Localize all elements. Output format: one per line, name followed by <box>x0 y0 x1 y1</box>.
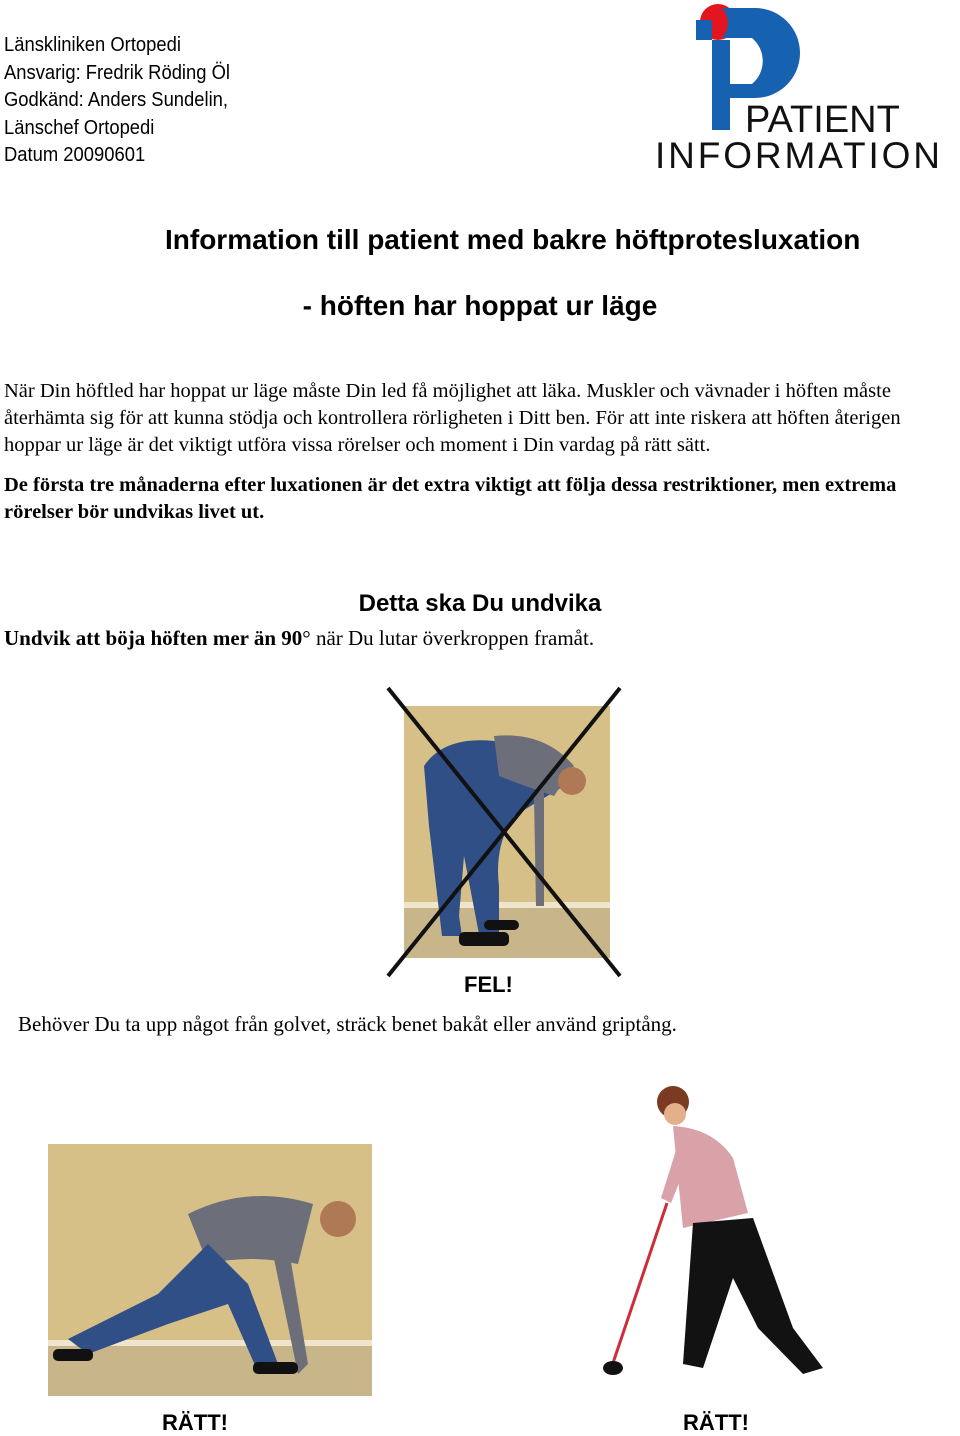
correct-label-2: RÄTT! <box>683 1410 749 1435</box>
page-title: Information till patient med bakre höftprotesluxation <box>165 224 861 255</box>
logo-line1: PATIENT <box>745 99 900 141</box>
intro-paragraph: När Din höftled har hoppat ur läge måste Din led få möjlighet att läka. Muskler och vävnader i höften måste återhämta sig för att kunna stödja och kontrollera rörligheten i Ditt ben. För att inte riskera att höften återigen hoppar ur läge är det viktigt utföra vissa rörelser och moment i Din vardag på rätt sätt. <box>4 380 901 456</box>
page-subtitle: - höften har hoppat ur läge <box>302 290 658 321</box>
approved-by: Godkänd: Anders Sundelin, <box>4 89 229 112</box>
clinic-name: Länskliniken Ortopedi <box>4 34 181 56</box>
patient-information-logo <box>650 0 950 175</box>
rule-text <box>4 626 594 651</box>
correct-label-1: RÄTT! <box>162 1410 228 1435</box>
advice-text: Behöver Du ta upp något från golvet, sträck benet bakåt eller använd griptång. <box>18 1012 677 1036</box>
logo-line2: INFORMATION <box>655 135 940 175</box>
section-heading: Detta ska Du undvika <box>358 590 602 617</box>
restriction-paragraph: De första tre månaderna efter luxationen är det extra viktigt att följa dessa restriktioner, men extrema rörelser bör undvikas livet ut. <box>4 474 897 523</box>
correct-leg-back-photo <box>48 1144 372 1396</box>
header-info <box>4 32 230 170</box>
correct-grabber-photo <box>553 1078 843 1396</box>
cross-out-mark <box>380 684 630 980</box>
date: Datum 20090601 <box>4 144 146 167</box>
rule-rest: ° när Du lutar överkroppen framåt. <box>302 626 595 650</box>
wrong-label: FEL! <box>464 972 513 997</box>
rule-bold: Undvik att böja höften mer än 90 <box>4 626 303 650</box>
responsible: Ansvarig: Fredrik Röding Öl <box>4 61 231 84</box>
approver-title: Länschef Ortopedi <box>4 116 155 139</box>
